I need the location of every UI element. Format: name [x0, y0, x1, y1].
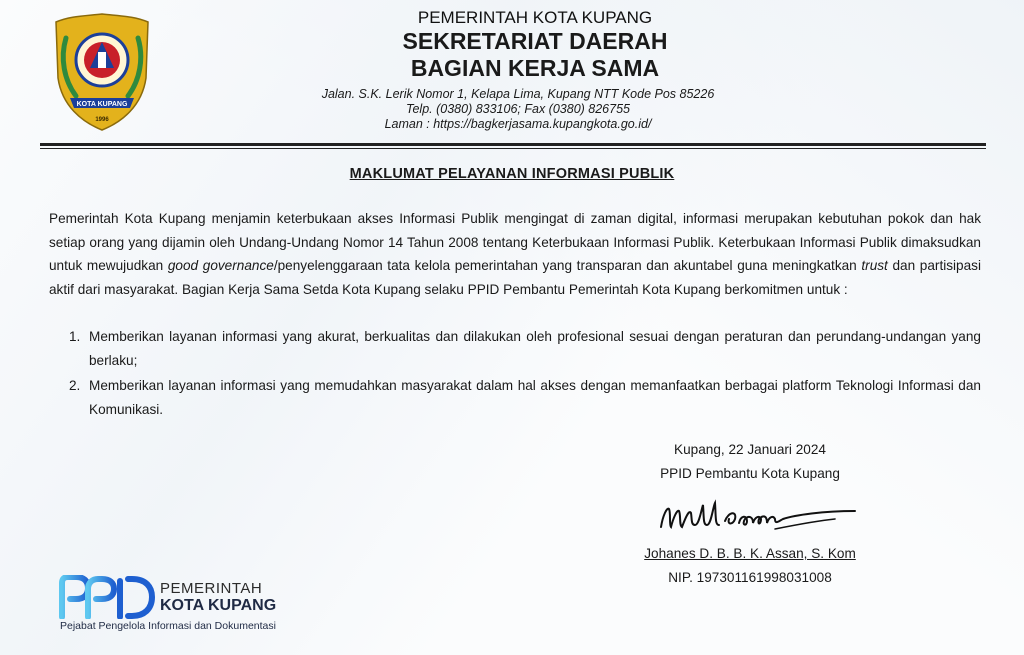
ppid-org-line-1: PEMERINTAH [160, 580, 263, 597]
emblem-year-text: 1996 [95, 117, 109, 123]
list-item-text: Memberikan layanan informasi yang akurat, berkualitas dan dilakukan oleh profesional sesuai dengan peraturan dan perundang-undangan yang berlaku; [89, 329, 981, 368]
letterhead-contact [316, 87, 720, 132]
signer-nip: NIP. 197301161998031008 [668, 570, 832, 585]
emblem-banner-text: KOTA KUPANG [76, 101, 128, 108]
paragraph-part-1: Pemerintah Kota Kupang menjamin keterbukaan akses Informasi Publik mengingat di zaman digital, informasi merupakan kebutuhan pokok dan hak setiap orang yang dijamin oleh Undang-Undang Nomor 14 Tahun 2008 tentang Keterbukaan Informasi Publik. Keterbukaan Informasi Publik dimaksudkan untuk mewujudkan [49, 211, 981, 273]
paragraph-italic-trust: trust [861, 258, 888, 273]
signer-name: Johanes D. B. B. K. Assan, S. Kom [644, 546, 856, 561]
letterhead [300, 8, 730, 82]
commitment-list [49, 325, 981, 423]
ppid-logo-icon [58, 575, 156, 619]
paragraph-part-2: /penyelenggaraan tata kelola pemerintahan yang transparan dan akuntabel guna meningkatkan [273, 258, 862, 273]
secretariat-name: SEKRETARIAT DAERAH [402, 28, 668, 54]
document-title: MAKLUMAT PELAYANAN INFORMASI PUBLIK [349, 166, 675, 182]
letterhead-divider-thin [40, 148, 986, 149]
address-line: Jalan. S.K. Lerik Nomor 1, Kelapa Lima, Kupang NTT Kode Pos 85226 [321, 87, 715, 101]
list-item-number: 2. [69, 378, 81, 393]
list-item [49, 325, 981, 372]
phone-line: Telp. (0380) 833106; Fax (0380) 826755 [405, 102, 630, 116]
paragraph-italic-good-governance: good governance [167, 258, 274, 273]
signature-block [600, 438, 900, 485]
government-name: PEMERINTAH KOTA KUPANG [417, 8, 653, 27]
ppid-tagline: Pejabat Pengelola Informasi dan Dokumentasi [60, 620, 276, 632]
website-line: Laman : https://bagkerjasama.kupangkota.go.id/ [384, 117, 652, 131]
ppid-org-line-2: KOTA KUPANG [160, 597, 277, 614]
body-paragraph [49, 207, 981, 301]
signer-position: PPID Pembantu Kota Kupang [660, 465, 840, 481]
paragraph-part-3: dan partisipasi aktif dari masyarakat. Bagian Kerja Sama Setda Kota Kupang selaku PPID Pembantu Pemerintah Kota Kupang berkomitmen untuk : [49, 258, 981, 297]
kota-kupang-emblem-icon [48, 8, 156, 134]
ppid-logo-text: PPID [106, 605, 109, 606]
list-item-text: Memberikan layanan informasi yang memudahkan masyarakat dalam hal akses dengan memanfaatkan berbagai platform Teknologi Informasi dan Komunikasi. [89, 378, 981, 417]
place-date: Kupang, 22 Januari 2024 [674, 442, 826, 457]
handwritten-signature-icon [655, 497, 865, 537]
list-item-number: 1. [69, 329, 81, 344]
letterhead-divider-thick [40, 143, 986, 146]
department-name: BAGIAN KERJA SAMA [410, 55, 660, 81]
list-item [49, 374, 981, 421]
